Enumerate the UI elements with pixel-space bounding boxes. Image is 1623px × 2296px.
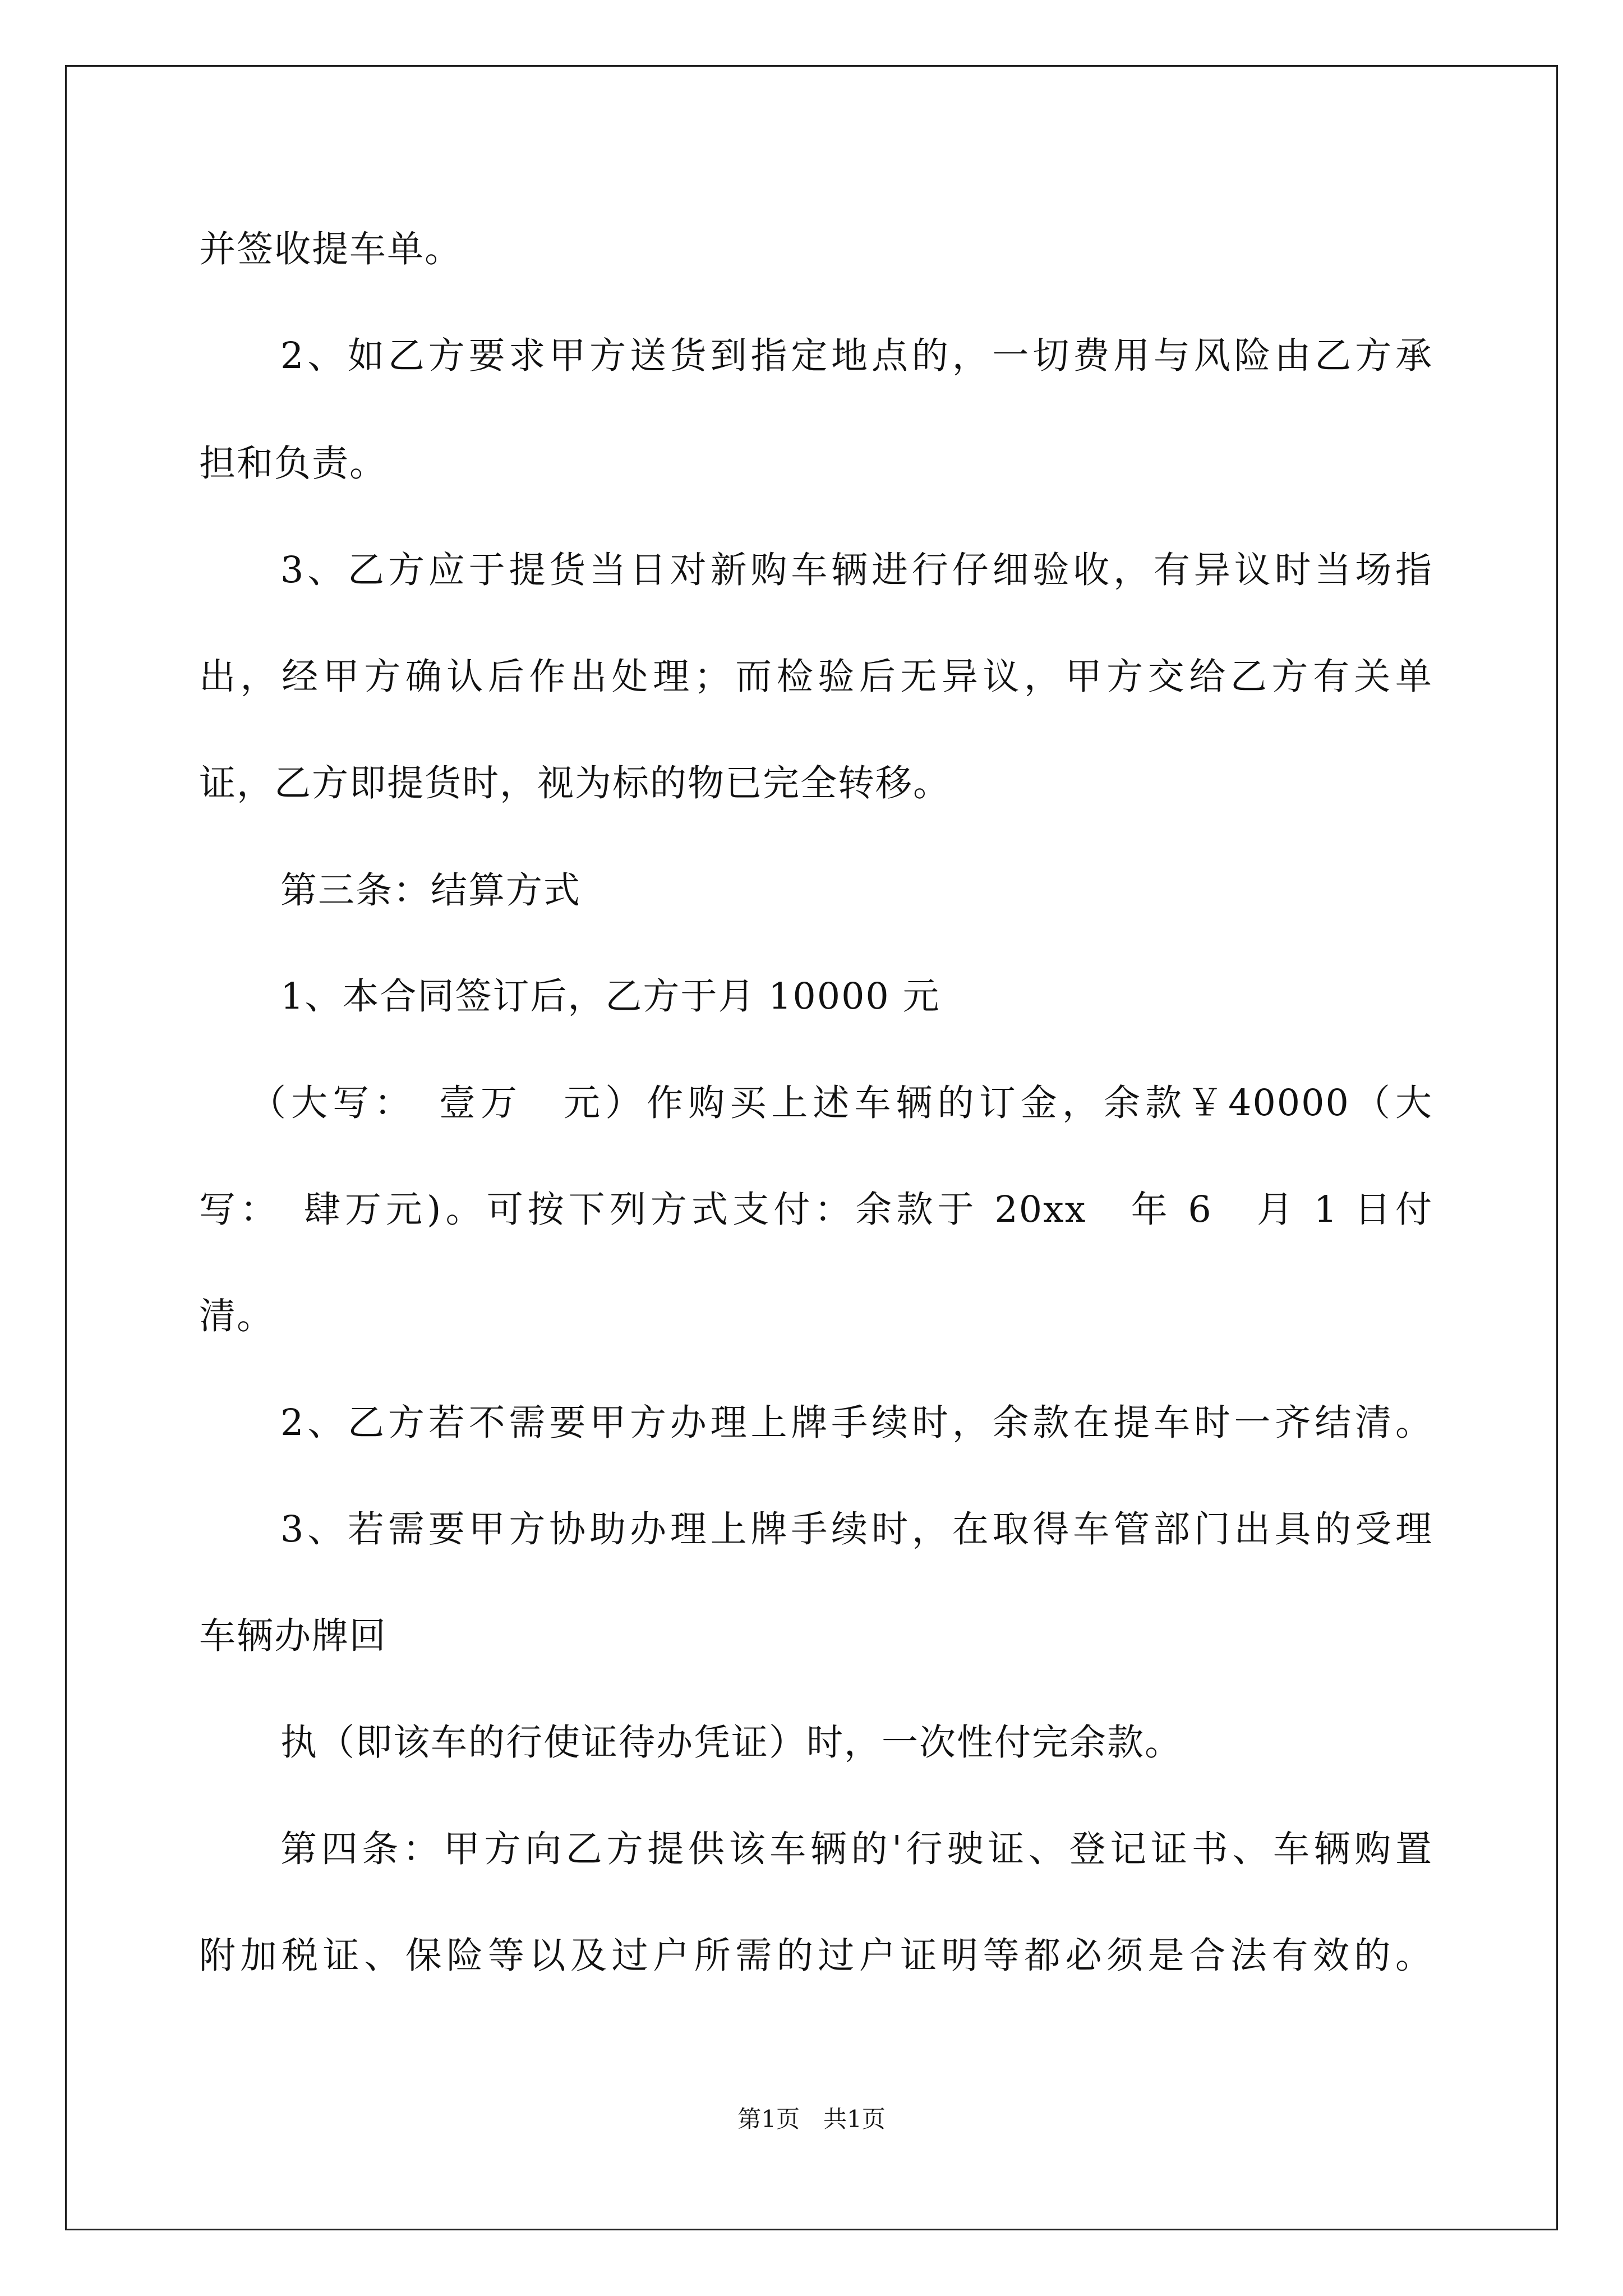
- paragraph-line: 1、本合同签订后，乙方于月 10000 元: [280, 976, 940, 1018]
- paragraph-line: 2、乙方若不需要甲方办理上牌手续时，余款在提车时一齐结清。: [280, 1402, 1433, 1444]
- paragraph-line: 清。: [199, 1295, 275, 1337]
- paragraph-line: 写： 肆万元)。可按下列方式支付：余款于 20xx 年 6 月 1 日付: [199, 1189, 1433, 1231]
- section-heading: 第三条：结算方式: [280, 869, 582, 912]
- paragraph-line: 并签收提车单。: [199, 228, 463, 270]
- paragraph-line: 3、乙方应于提货当日对新购车辆进行仔细验收，有异议时当场指: [280, 549, 1433, 591]
- section-heading: 第四条：甲方向乙方提供该车辆的'行驶证、登记证书、车辆购置: [280, 1828, 1433, 1870]
- paragraph-line: 车辆办牌回: [199, 1615, 388, 1657]
- paragraph-line: 附加税证、保险等以及过户所需的过户证明等都必须是合法有效的。: [199, 1935, 1433, 1977]
- paragraph-line: 3、若需要甲方协助办理上牌手续时，在取得车管部门出具的受理: [280, 1508, 1433, 1550]
- paragraph-line: 证，乙方即提货时，视为标的物已完全转移。: [199, 762, 951, 804]
- page-number: 第1页 共1页: [737, 2105, 886, 2133]
- paragraph-line: 担和负责。: [199, 443, 388, 485]
- paragraph-line: （大写： 壹万 元）作购买上述车辆的订金，余款￥40000（大: [250, 1082, 1433, 1124]
- paragraph-line: 出，经甲方确认后作出处理；而检验后无异议，甲方交给乙方有关单: [199, 656, 1433, 698]
- paragraph-line: 2、如乙方要求甲方送货到指定地点的，一切费用与风险由乙方承: [280, 335, 1433, 377]
- paragraph-line: 执（即该车的行使证待办凭证）时，一次性付完余款。: [280, 1722, 1183, 1764]
